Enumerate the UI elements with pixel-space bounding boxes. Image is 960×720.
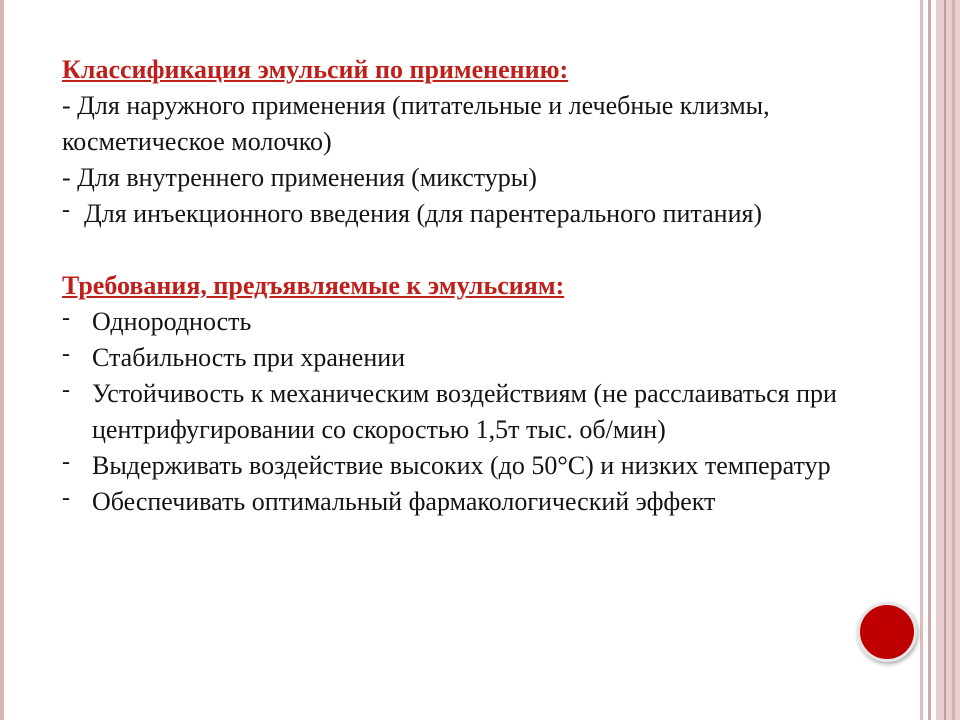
bullet-dash: - — [62, 377, 70, 403]
right-border-stripe — [928, 0, 931, 720]
right-border-stripe — [936, 0, 960, 720]
classification-item-text: Для инъекционного введения (для парентерального питания) — [84, 199, 763, 228]
classification-item — [62, 196, 892, 232]
requirement-item — [62, 340, 892, 376]
requirement-item-text: Однородность — [92, 307, 252, 336]
bullet-dash: - — [62, 197, 70, 223]
requirement-item-text: Обеспечивать оптимальный фармакологический эффект — [92, 487, 716, 516]
requirement-item — [62, 376, 892, 448]
classification-heading: Классификация эмульсий по применению: — [62, 55, 569, 84]
requirement-item — [62, 484, 892, 520]
section-spacer — [62, 232, 892, 268]
requirement-item-text: Стабильность при хранении — [92, 343, 406, 372]
right-border-stripe — [944, 0, 946, 720]
bullet-dash: - — [62, 485, 70, 511]
bullet-dash: - — [62, 305, 70, 331]
requirement-item-text: Устойчивость к механическим воздействиям (не расслаиваться при центрифугировании со скоростью 1,5т тыс. об/мин) — [92, 379, 837, 444]
classification-item: - Для наружного применения (питательные и лечебные клизмы, косметическое молочко) — [62, 91, 770, 156]
slide-content — [62, 52, 892, 520]
bullet-dash: - — [62, 449, 70, 475]
left-border — [0, 0, 4, 720]
requirement-item-text: Выдерживать воздействие высоких (до 50°С) и низких температур — [92, 451, 831, 480]
right-border-stripe — [920, 0, 923, 720]
right-border-stripe — [952, 0, 955, 720]
requirement-item — [62, 448, 892, 484]
bullet-dash: - — [62, 341, 70, 367]
requirements-heading: Требования, предъявляемые к эмульсиям: — [62, 271, 565, 300]
red-circle-decoration — [857, 602, 917, 662]
requirement-item — [62, 304, 892, 340]
classification-item: - Для внутреннего применения (микстуры) — [62, 163, 537, 192]
